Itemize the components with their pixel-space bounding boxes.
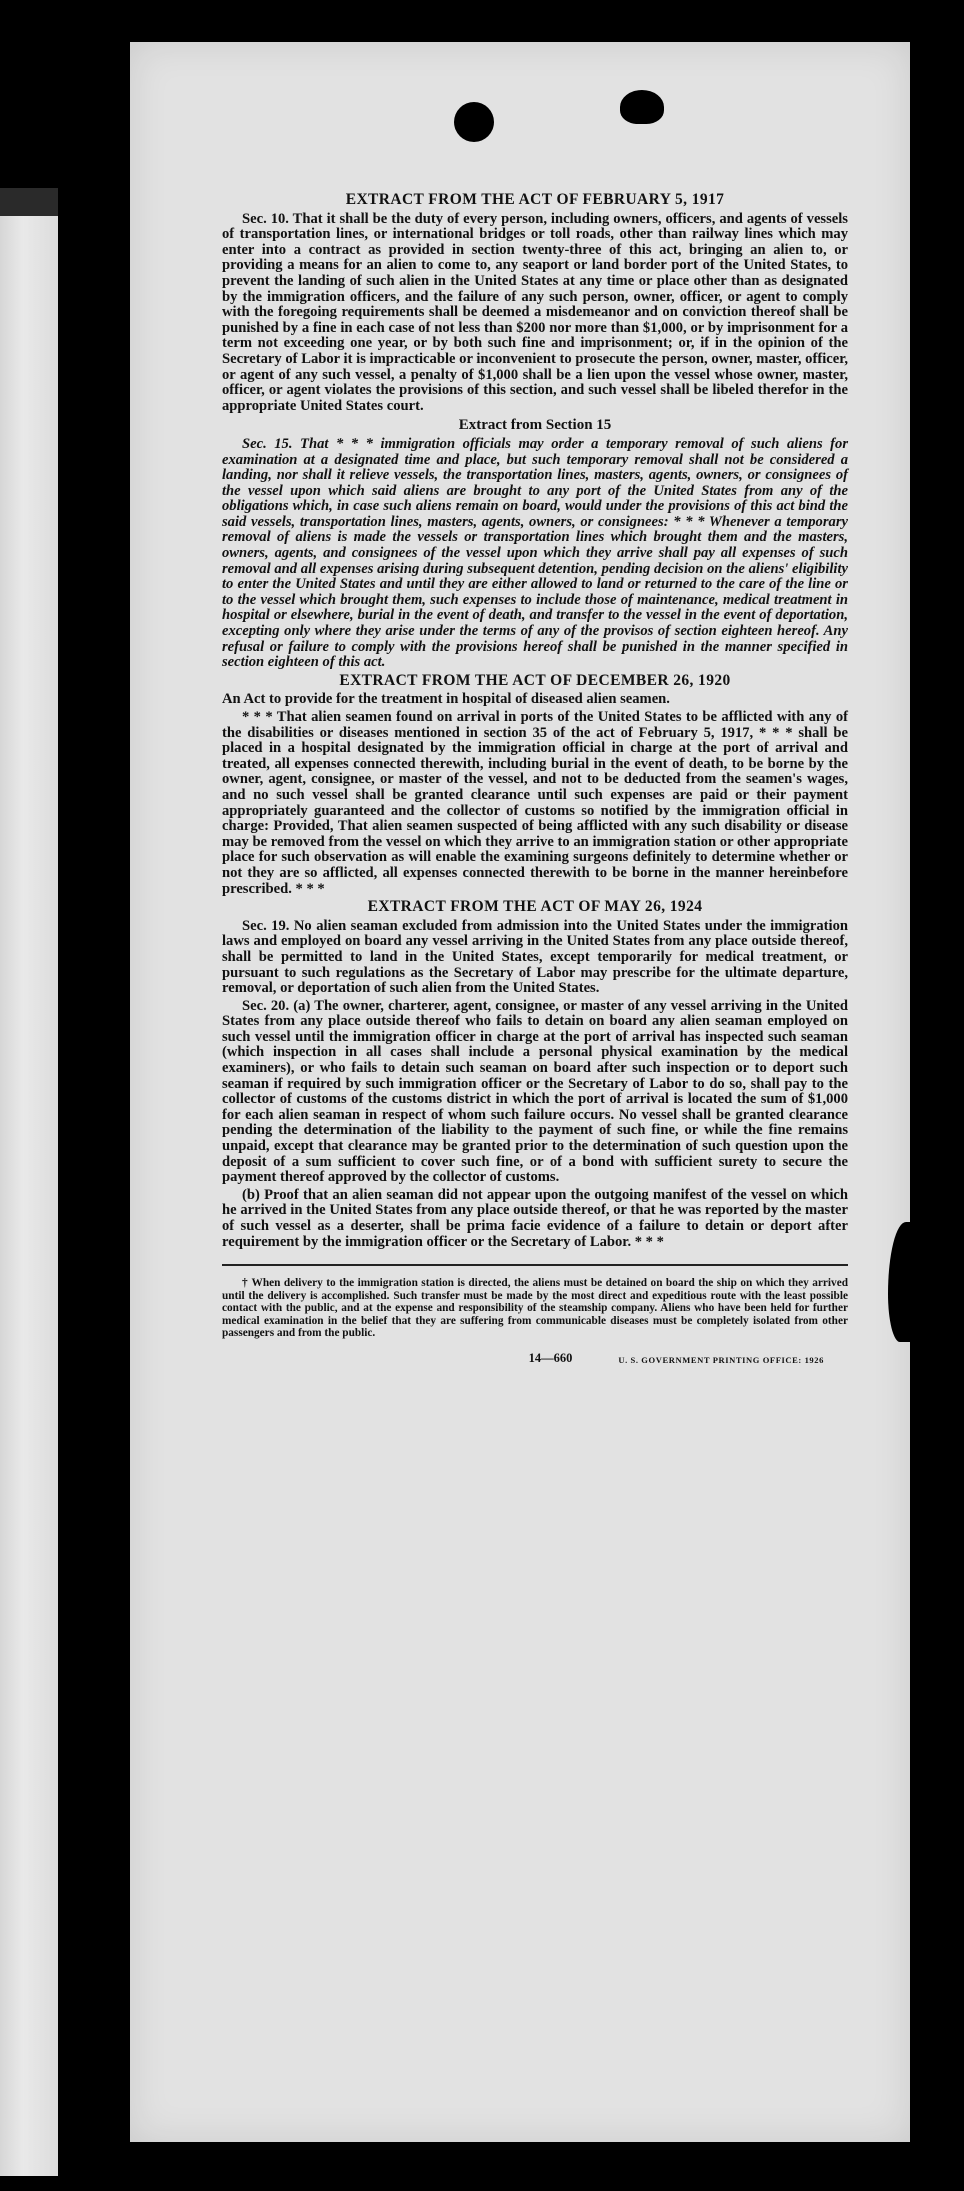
- torn-edge: [888, 1222, 918, 1342]
- section-paragraph: (b) Proof that an alien seaman did not appear upon the outgoing manifest of the vessel on which he arrived in the United States from any place outside thereof, or that he was reported by the master of such vessel as a deserter, shall be prima facie evidence of a failure to detain or deport after requirement by the immigration officer or the Secretary of Labor. * * *: [222, 1186, 848, 1250]
- section-heading: EXTRACT FROM THE ACT OF FEBRUARY 5, 1917: [345, 191, 725, 208]
- footnote: † When delivery to the immigration station is directed, the aliens must be detained on board the ship on which they arrived until the delivery is accomplished. Such transfer must be made by the most direct and expeditious route with the least possible contact with the public, and at the expense and responsibility of the steamship company. Aliens who have been held for further medical examination in the belief that they are suffering from communicable diseases must be completely isolated from other passengers and from the public.: [222, 1277, 848, 1340]
- document-body: [222, 192, 848, 1368]
- section-heading: EXTRACT FROM THE ACT OF MAY 26, 1924: [367, 898, 703, 916]
- section-paragraph: Sec. 20. (a) The owner, charterer, agent, consignee, or master of any vessel arriving in the United States from any place outside thereof who fails to detain on board any alien seaman employed on such vessel until the immigration officer in charge at the port of arrival has inspected such seaman (which inspection in all cases shall include a personal physical examination by the medical examiners), or who fails to detain such seaman on board after such inspection or to deport such seaman if required by such immigration officer or the Secretary of Labor to do so, shall pay to the collector of customs of the customs district in which the port of arrival is located the sum of $1,000 for each alien seaman in respect of whom such failure occurs. No vessel shall be granted clearance pending the determination of the liability to the payment of such fine, or while the fine remains unpaid, except that clearance may be granted prior to the determination of such question upon the deposit of a sum sufficient to cover such fine, or of a bond with sufficient surety to secure the payment thereof approved by the collector of customs.: [222, 997, 848, 1186]
- section-subheading: Extract from Section 15: [458, 417, 612, 434]
- section-paragraph: Sec. 19. No alien seaman excluded from admission into the United States under the immigration laws and employed on board any vessel arriving in the United States from any place outside thereof, shall be permitted to land in the United States, except temporarily for medical treatment, or pursuant to such regulations as the Secretary of Labor may prescribe for the ultimate departure, removal, or deportation of such alien from the United States.: [222, 917, 848, 997]
- section-heading: EXTRACT FROM THE ACT OF DECEMBER 26, 1920: [339, 671, 731, 689]
- document-page: [130, 42, 910, 2142]
- footnote-divider: [222, 1264, 848, 1266]
- document-section: [222, 418, 848, 671]
- adjacent-page-edge: [0, 188, 58, 2176]
- section-paragraph: Sec. 15. That * * * immigration officials may order a temporary removal of such aliens for examination at a designated time and place, but such temporary removal shall not be considered a landing, nor shall it relieve vessels, the transportation lines, masters, agents, owners, or consignees of the vessel upon which said aliens are brought to any port of the United States from any of the obligations which, in case such aliens remain on board, would under the provisions of this act bind the said vessels, transportation lines, masters, agents, owners, or consignees: * * * Whenever a temporary removal of aliens is made the vessels or transportation lines which brought them and the masters, owners, agents, and consignees of the vessel upon which they arrive shall pay all expenses of such removal and all expenses arising during subsequent detention, pending decision on the aliens' eligibility to enter the United States and until they are either allowed to land or returned to the care of the line or to the vessel which brought them, such expenses to include those of maintenance, medical treatment in hospital or elsewhere, burial in the event of death, and transfer to the vessel in the event of deportation, excepting only where they arise under the terms of any of the provisos of section eighteen hereof. Any refusal or failure to comply with the provisions hereof shall be punished in the manner specified in section eighteen of this act.: [222, 435, 848, 671]
- printer-imprint: U. S. GOVERNMENT PRINTING OFFICE: 1926: [618, 1354, 824, 1365]
- document-section: [222, 192, 848, 414]
- section-paragraph: An Act to provide for the treatment in hospital of diseased alien seamen.: [222, 691, 670, 708]
- document-section: [222, 673, 848, 897]
- section-paragraph: * * * That alien seamen found on arrival in ports of the United States to be afflicted with any of the disabilities or diseases mentioned in section 35 of the act of February 5, 1917, * * * shall be placed in a hospital designated by the immigration official in charge at the port of arrival and treated, all expenses connected therewith, including burial in the event of death, to be borne by the owner, agent, consignee, or master of the vessel, and not to be deducted from the seamen's wages, and no such vessel shall be granted clearance until such expenses are paid or their payment appropriately guaranteed and the collector of customs so notified by the immigration official in charge: Provided, That alien seamen suspected of being afflicted with any such disability or disease may be removed from the vessel on which they arrive to an immigration station or other appropriate place for such observation as will enable the examining surgeons definitely to determine whether or not they are so afflicted, all expenses connected therewith to be borne in the manner hereinbefore prescribed. * * *: [222, 709, 848, 897]
- punch-hole-right: [620, 90, 664, 124]
- punch-hole-left: [454, 102, 494, 142]
- form-number: 14—660: [528, 1350, 573, 1365]
- document-section: [222, 899, 848, 1250]
- section-paragraph: Sec. 10. That it shall be the duty of every person, including owners, officers, and agents of vessels of transportation lines, or international bridges or toll roads, other than railway lines which may enter into a contract as provided in section twenty-three of this act, bringing an alien to, or providing a means for an alien to come to, any seaport or land border port of the United States, to prevent the landing of such alien in the United States at any time or place other than as designated by the immigration officers, and the failure of any such person, owner, officer, or agent to comply with the foregoing requirements shall be deemed a misdemeanor and on conviction thereof shall be punished by a fine in each case of not less than $200 nor more than $1,000, or by imprisonment for a term not exceeding one year, or by both such fine and imprisonment; or, if in the opinion of the Secretary of Labor it is impracticable or inconvenient to prosecute the person, owner, master, officer, or agent of any such vessel, a penalty of $1,000 shall be a lien upon the vessel whose owner, master, officer, or agent violates the provisions of this section, and such vessel shall be libeled therefor in the appropriate United States court.: [222, 210, 848, 414]
- page-footer: [222, 1351, 848, 1369]
